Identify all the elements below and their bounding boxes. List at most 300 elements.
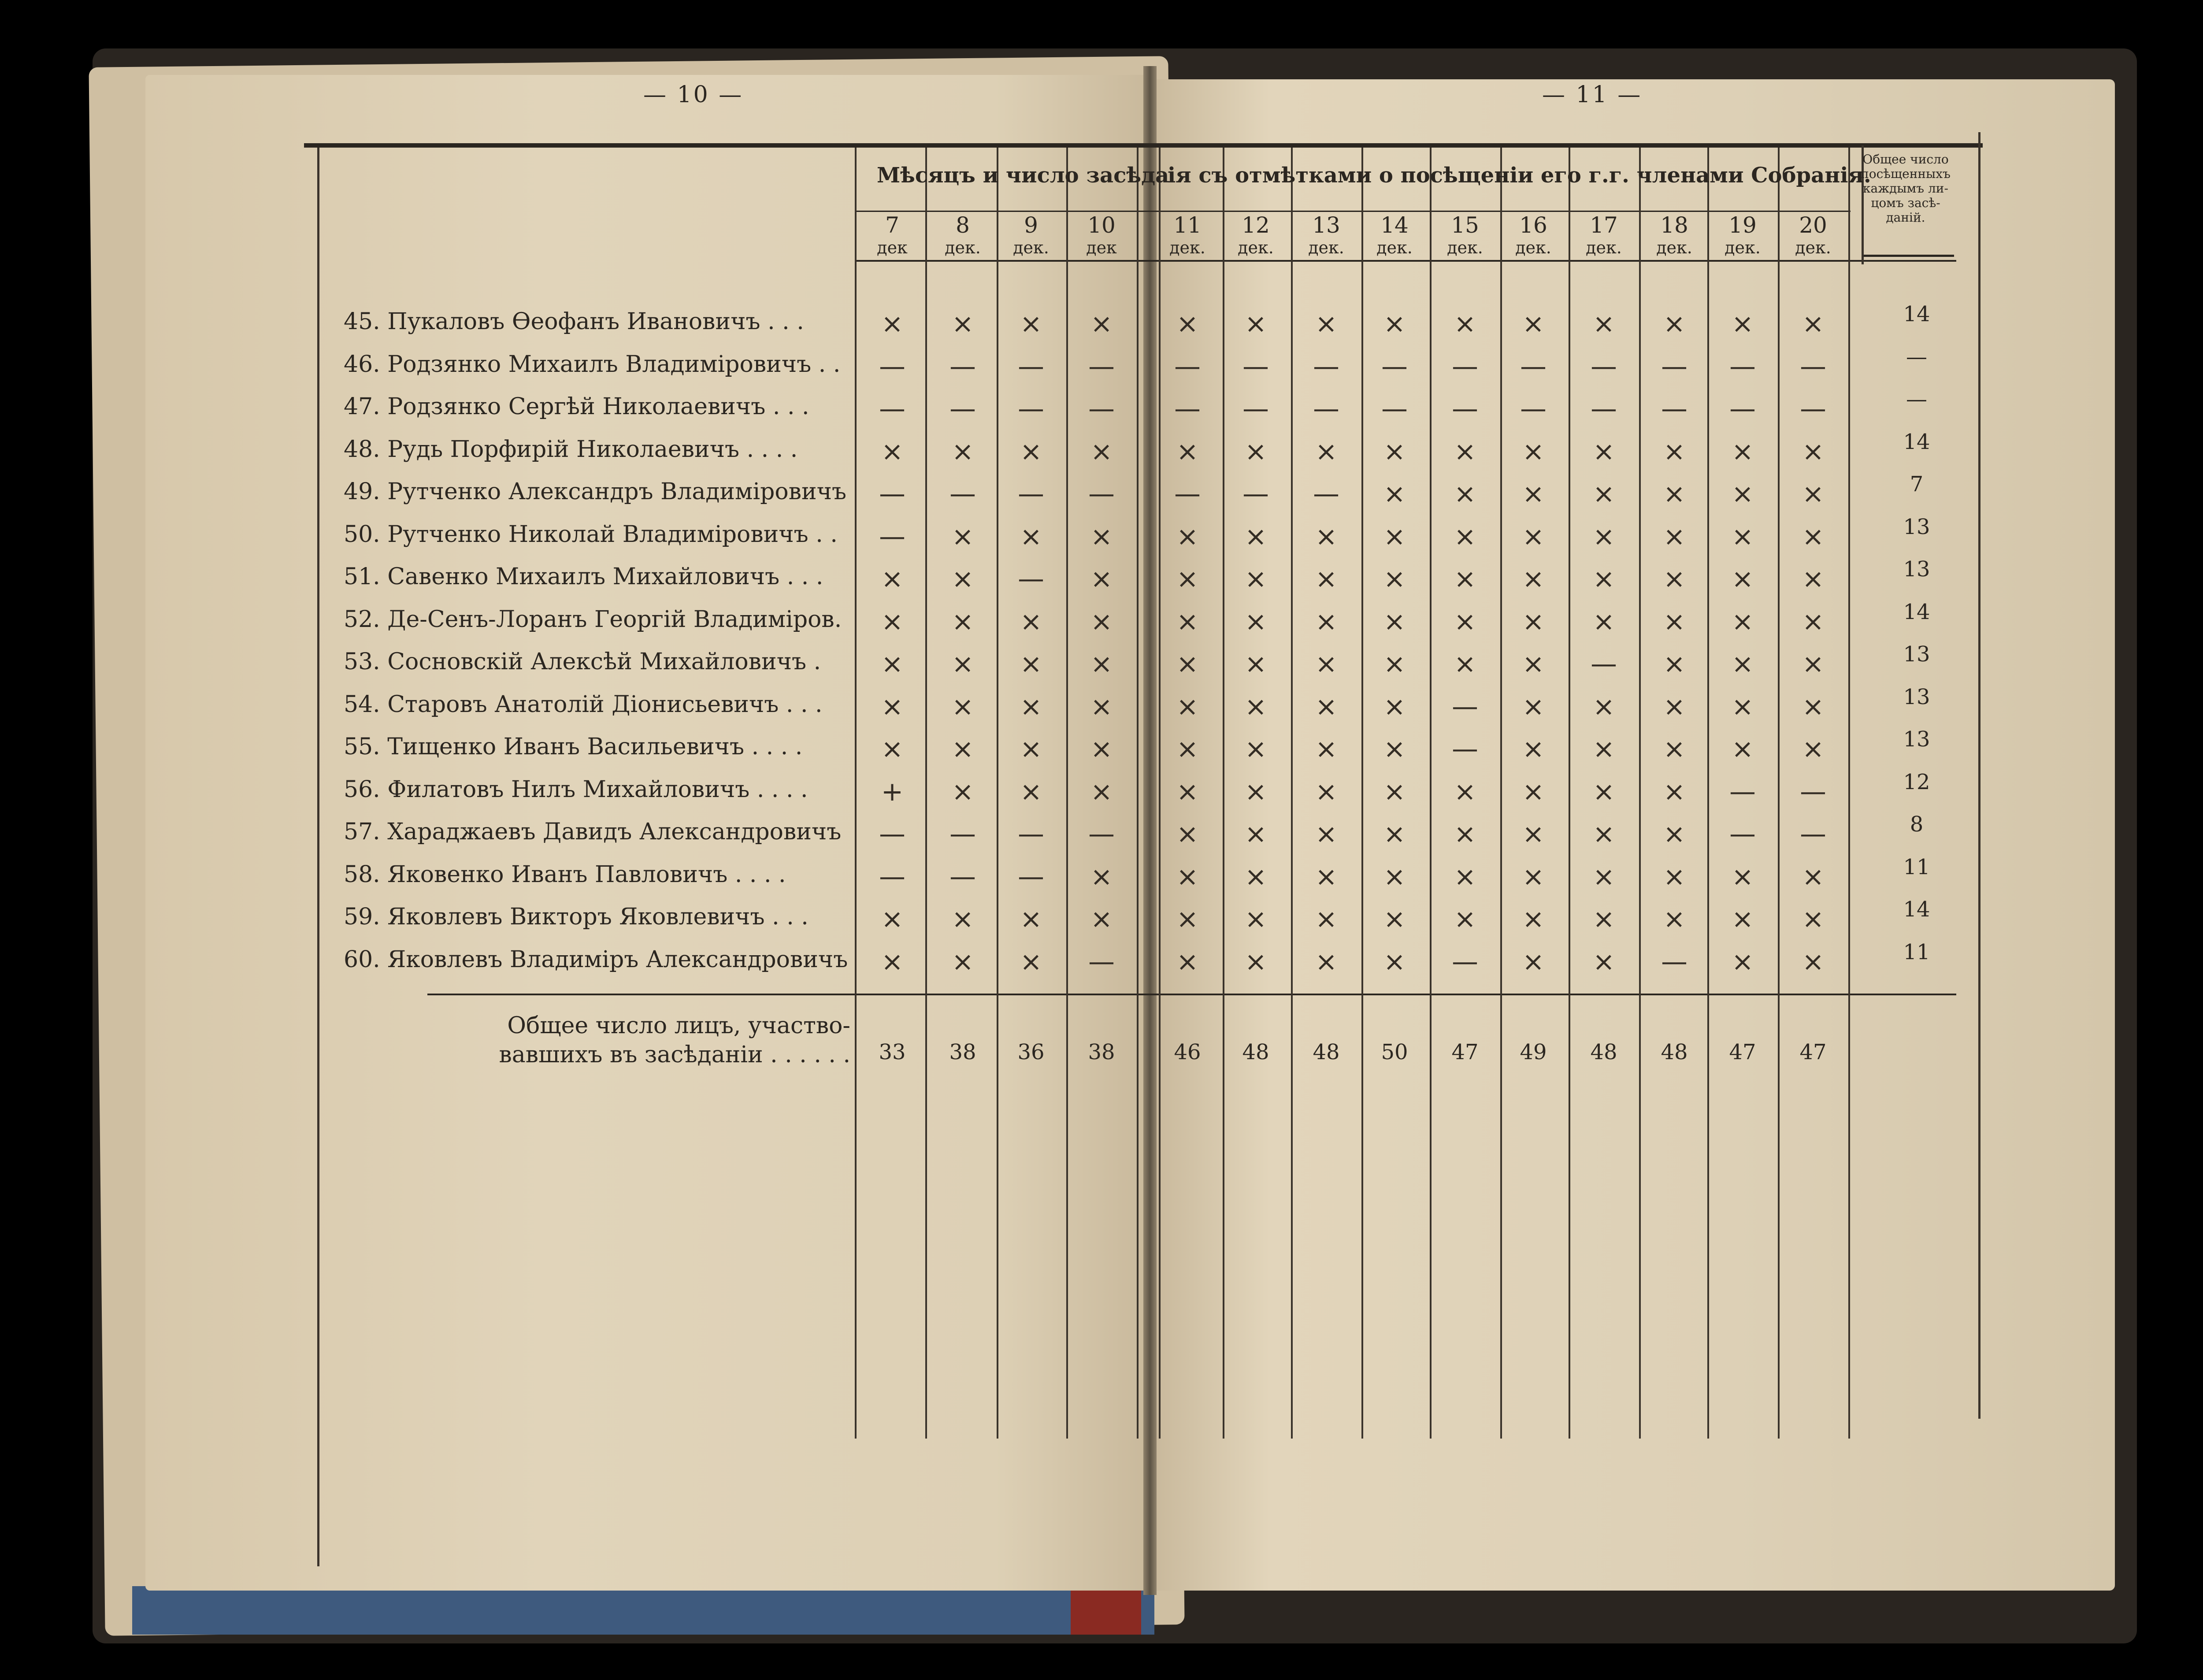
attendance-mark: × bbox=[1592, 776, 1615, 807]
attendance-mark: — bbox=[1381, 351, 1408, 382]
attendance-mark: — bbox=[949, 351, 976, 382]
date-header bbox=[1293, 212, 1359, 257]
member-name: 56. Филатовъ Нилъ Михайловичъ . . . . bbox=[344, 776, 808, 803]
member-name: 54. Старовъ Анатолій Діонисьевичъ . . . bbox=[344, 691, 823, 718]
attendance-mark: × bbox=[1731, 649, 1754, 679]
attendance-mark: × bbox=[1731, 521, 1754, 552]
attendance-mark: — bbox=[1018, 861, 1044, 892]
attendance-mark: × bbox=[1663, 734, 1686, 764]
attendance-mark: × bbox=[951, 649, 974, 679]
attendance-mark: × bbox=[1592, 308, 1615, 339]
member-name: 58. Яковенко Иванъ Павловичъ . . . . bbox=[344, 861, 786, 888]
session-count: 48 bbox=[1590, 1040, 1617, 1064]
session-count: 48 bbox=[1661, 1040, 1688, 1064]
date-month: дек. bbox=[1169, 238, 1205, 257]
member-name: 51. Савенко Михаилъ Михайловичъ . . . bbox=[344, 564, 823, 590]
attendance-mark: — bbox=[1591, 393, 1617, 424]
date-header bbox=[1223, 212, 1289, 257]
attendance-mark: × bbox=[1244, 436, 1267, 467]
attendance-mark: — bbox=[1800, 776, 1826, 807]
attendance-mark: — bbox=[1018, 351, 1044, 382]
session-count: 36 bbox=[1017, 1040, 1045, 1064]
attendance-mark: — bbox=[949, 819, 976, 849]
attendance-mark: — bbox=[1520, 393, 1547, 424]
attendance-mark: × bbox=[1315, 691, 1338, 722]
date-header bbox=[1361, 212, 1428, 257]
attendance-mark: × bbox=[1383, 606, 1406, 637]
attendance-mark: × bbox=[1522, 521, 1545, 552]
attendance-mark: × bbox=[1020, 649, 1042, 679]
date-header bbox=[930, 212, 996, 257]
attendance-mark: × bbox=[1383, 861, 1406, 892]
date-header bbox=[1500, 212, 1566, 257]
attendance-mark: × bbox=[1663, 521, 1686, 552]
attendance-mark: × bbox=[1090, 904, 1113, 935]
attendance-mark: × bbox=[881, 436, 904, 467]
attendance-mark: × bbox=[1731, 478, 1754, 509]
attendance-mark: × bbox=[1020, 436, 1042, 467]
attendance-mark: × bbox=[1176, 776, 1199, 807]
attendance-mark: × bbox=[1315, 436, 1338, 467]
attendance-mark: × bbox=[881, 691, 904, 722]
session-count: 33 bbox=[879, 1040, 906, 1064]
attendance-mark: × bbox=[1731, 946, 1754, 977]
attendance-mark: × bbox=[1176, 606, 1199, 637]
session-count: 47 bbox=[1451, 1040, 1479, 1064]
attendance-mark: × bbox=[1522, 904, 1545, 935]
attendance-mark: × bbox=[1802, 308, 1825, 339]
attendance-mark: × bbox=[1663, 564, 1686, 594]
date-month: дек. bbox=[1515, 238, 1551, 257]
attendance-mark: × bbox=[1454, 436, 1476, 467]
table-border bbox=[317, 148, 319, 1566]
page-number-left: — 10 — bbox=[643, 82, 744, 108]
attendance-mark: × bbox=[1244, 904, 1267, 935]
attendance-mark: × bbox=[951, 691, 974, 722]
attendance-mark: — bbox=[1313, 393, 1339, 424]
attendance-mark: + bbox=[881, 776, 904, 807]
member-total: 13 bbox=[1903, 557, 1930, 582]
attendance-mark: × bbox=[951, 606, 974, 637]
attendance-mark: — bbox=[1313, 351, 1339, 382]
attendance-mark: — bbox=[879, 819, 905, 849]
attendance-mark: — bbox=[1661, 393, 1687, 424]
attendance-mark: — bbox=[1088, 351, 1115, 382]
attendance-mark: × bbox=[1454, 819, 1476, 849]
attendance-mark: — bbox=[1452, 351, 1478, 382]
attendance-mark: — bbox=[1242, 393, 1269, 424]
attendance-mark: × bbox=[1663, 478, 1686, 509]
date-day: 11 bbox=[1173, 212, 1202, 238]
date-day: 19 bbox=[1728, 212, 1757, 238]
attendance-mark: — bbox=[1174, 478, 1201, 509]
attendance-mark: × bbox=[1176, 904, 1199, 935]
member-total: 13 bbox=[1903, 684, 1930, 709]
session-count: 46 bbox=[1174, 1040, 1201, 1064]
attendance-mark: × bbox=[1454, 308, 1476, 339]
attendance-mark: × bbox=[1802, 436, 1825, 467]
attendance-mark: × bbox=[1383, 734, 1406, 764]
date-month: дек. bbox=[1656, 238, 1692, 257]
attendance-mark: × bbox=[1663, 691, 1686, 722]
attendance-mark: × bbox=[1802, 691, 1825, 722]
session-count: 48 bbox=[1313, 1040, 1340, 1064]
attendance-mark: × bbox=[1522, 861, 1545, 892]
column-rule bbox=[1569, 148, 1570, 1439]
attendance-mark: × bbox=[1315, 308, 1338, 339]
months-title-right: ія съ отмѣтками о посѣщеніи его г.г. членами Собранія. bbox=[1168, 163, 1871, 188]
attendance-mark: × bbox=[881, 904, 904, 935]
attendance-mark: × bbox=[1454, 564, 1476, 594]
attendance-mark: × bbox=[1090, 691, 1113, 722]
date-month: дек. bbox=[1238, 238, 1274, 257]
attendance-mark: × bbox=[951, 946, 974, 977]
attendance-mark: — bbox=[1174, 393, 1201, 424]
attendance-mark: × bbox=[881, 606, 904, 637]
date-month: дек. bbox=[1447, 238, 1483, 257]
attendance-mark: × bbox=[1731, 904, 1754, 935]
date-header bbox=[1641, 212, 1707, 257]
date-day: 7 bbox=[885, 212, 899, 238]
attendance-mark: × bbox=[1176, 819, 1199, 849]
attendance-mark: × bbox=[951, 776, 974, 807]
attendance-mark: × bbox=[1020, 606, 1042, 637]
member-total: — bbox=[1906, 344, 1927, 369]
attendance-mark: × bbox=[1244, 649, 1267, 679]
member-total: 14 bbox=[1903, 429, 1930, 454]
attendance-mark: × bbox=[1592, 861, 1615, 892]
date-header bbox=[1780, 212, 1846, 257]
table-border bbox=[1978, 132, 1980, 1419]
date-header bbox=[1432, 212, 1498, 257]
attendance-mark: × bbox=[1383, 521, 1406, 552]
date-month: дек bbox=[1086, 238, 1117, 257]
attendance-mark: × bbox=[1663, 606, 1686, 637]
attendance-mark: × bbox=[1383, 946, 1406, 977]
attendance-mark: × bbox=[881, 308, 904, 339]
attendance-mark: — bbox=[1661, 946, 1687, 977]
attendance-mark: — bbox=[1729, 351, 1756, 382]
attendance-mark: × bbox=[1522, 819, 1545, 849]
date-header bbox=[1710, 212, 1776, 257]
member-total: 8 bbox=[1910, 812, 1924, 837]
member-name: 57. Хараджаевъ Давидъ Александровичъ bbox=[344, 819, 842, 845]
date-month: дек. bbox=[1376, 238, 1413, 257]
attendance-mark: — bbox=[1174, 351, 1201, 382]
member-total: 11 bbox=[1903, 854, 1930, 879]
attendance-mark: × bbox=[1383, 691, 1406, 722]
attendance-mark: — bbox=[1452, 393, 1478, 424]
attendance-mark: × bbox=[1315, 521, 1338, 552]
date-month: дек. bbox=[1586, 238, 1622, 257]
attendance-mark: × bbox=[1020, 904, 1042, 935]
attendance-mark: × bbox=[1522, 564, 1545, 594]
attendance-mark: × bbox=[1592, 521, 1615, 552]
attendance-mark: × bbox=[951, 734, 974, 764]
attendance-mark: × bbox=[1522, 308, 1545, 339]
member-name: 49. Рутченко Александръ Владиміровичъ bbox=[344, 478, 847, 505]
date-month: дек. bbox=[1308, 238, 1344, 257]
attendance-mark: × bbox=[1244, 308, 1267, 339]
attendance-mark: × bbox=[1522, 606, 1545, 637]
column-rule bbox=[1291, 148, 1293, 1439]
attendance-mark: — bbox=[1591, 351, 1617, 382]
date-day: 20 bbox=[1799, 212, 1827, 238]
attendance-mark: × bbox=[1454, 478, 1476, 509]
attendance-mark: × bbox=[1315, 734, 1338, 764]
date-day: 10 bbox=[1087, 212, 1116, 238]
attendance-mark: × bbox=[1315, 606, 1338, 637]
attendance-mark: × bbox=[1383, 436, 1406, 467]
date-day: 18 bbox=[1660, 212, 1688, 238]
attendance-mark: × bbox=[1244, 946, 1267, 977]
attendance-mark: × bbox=[1090, 606, 1113, 637]
column-rule bbox=[1639, 148, 1641, 1439]
attendance-mark: — bbox=[1088, 478, 1115, 509]
attendance-mark: — bbox=[1088, 819, 1115, 849]
date-month: дек. bbox=[1013, 238, 1049, 257]
total-column-header: Общее число посѣщенныхъ каждымъ ли- цомъ засѣ- даній. bbox=[1861, 152, 1951, 225]
book-cover-edge bbox=[132, 1586, 1154, 1635]
date-month: дек. bbox=[1725, 238, 1761, 257]
attendance-mark: × bbox=[1592, 904, 1615, 935]
member-total: 12 bbox=[1903, 769, 1930, 794]
date-month: дек. bbox=[1795, 238, 1831, 257]
months-title-left: Мѣсяцъ и число засѣда bbox=[877, 163, 1169, 188]
attendance-mark: × bbox=[1383, 308, 1406, 339]
attendance-mark: — bbox=[1729, 819, 1756, 849]
attendance-mark: × bbox=[1454, 904, 1476, 935]
attendance-mark: × bbox=[1592, 734, 1615, 764]
attendance-mark: × bbox=[1454, 606, 1476, 637]
member-name: 52. Де-Сенъ-Лоранъ Георгій Владиміров. bbox=[344, 606, 842, 633]
attendance-mark: × bbox=[1802, 606, 1825, 637]
attendance-mark: × bbox=[1731, 861, 1754, 892]
session-count: 47 bbox=[1729, 1040, 1756, 1064]
column-rule bbox=[1066, 148, 1068, 1439]
attendance-mark: × bbox=[1731, 436, 1754, 467]
session-count: 50 bbox=[1381, 1040, 1408, 1064]
attendance-mark: × bbox=[1663, 904, 1686, 935]
date-day: 17 bbox=[1590, 212, 1618, 238]
attendance-mark: × bbox=[951, 564, 974, 594]
totals-rule bbox=[427, 994, 1956, 995]
attendance-mark: — bbox=[1452, 946, 1478, 977]
attendance-mark: — bbox=[1800, 819, 1826, 849]
attendance-mark: — bbox=[1018, 564, 1044, 594]
attendance-mark: × bbox=[1244, 734, 1267, 764]
attendance-mark: — bbox=[879, 351, 905, 382]
attendance-mark: × bbox=[1383, 564, 1406, 594]
attendance-mark: — bbox=[1018, 478, 1044, 509]
attendance-mark: × bbox=[1244, 691, 1267, 722]
attendance-mark: × bbox=[1315, 861, 1338, 892]
attendance-mark: — bbox=[1242, 478, 1269, 509]
column-rule bbox=[855, 148, 857, 1439]
attendance-mark: — bbox=[1591, 649, 1617, 679]
attendance-mark: × bbox=[1244, 861, 1267, 892]
attendance-mark: — bbox=[949, 478, 976, 509]
date-header bbox=[998, 212, 1064, 257]
attendance-mark: × bbox=[1522, 436, 1545, 467]
attendance-mark: — bbox=[1729, 393, 1756, 424]
attendance-mark: × bbox=[1244, 564, 1267, 594]
attendance-mark: — bbox=[879, 521, 905, 552]
attendance-mark: × bbox=[1731, 564, 1754, 594]
member-total: 13 bbox=[1903, 727, 1930, 752]
attendance-mark: × bbox=[1315, 649, 1338, 679]
attendance-mark: — bbox=[1661, 351, 1687, 382]
attendance-mark: × bbox=[1244, 521, 1267, 552]
attendance-mark: × bbox=[1315, 819, 1338, 849]
attendance-mark: × bbox=[1454, 649, 1476, 679]
attendance-mark: × bbox=[1522, 478, 1545, 509]
attendance-mark: × bbox=[1176, 946, 1199, 977]
attendance-mark: — bbox=[1800, 351, 1826, 382]
session-count: 49 bbox=[1520, 1040, 1547, 1064]
attendance-mark: × bbox=[1592, 946, 1615, 977]
attendance-mark: × bbox=[1020, 521, 1042, 552]
attendance-mark: — bbox=[1242, 351, 1269, 382]
date-month: дек bbox=[877, 238, 908, 257]
attendance-mark: × bbox=[1244, 606, 1267, 637]
attendance-mark: × bbox=[1090, 564, 1113, 594]
attendance-mark: × bbox=[1522, 946, 1545, 977]
attendance-mark: × bbox=[1315, 904, 1338, 935]
attendance-mark: × bbox=[1592, 436, 1615, 467]
attendance-mark: × bbox=[1383, 904, 1406, 935]
attendance-mark: × bbox=[1522, 649, 1545, 679]
attendance-mark: × bbox=[951, 521, 974, 552]
attendance-mark: × bbox=[1244, 776, 1267, 807]
attendance-mark: × bbox=[1090, 308, 1113, 339]
attendance-mark: × bbox=[1020, 946, 1042, 977]
attendance-mark: × bbox=[1592, 564, 1615, 594]
attendance-mark: × bbox=[1731, 308, 1754, 339]
attendance-mark: × bbox=[1802, 946, 1825, 977]
date-header bbox=[859, 212, 925, 257]
attendance-mark: × bbox=[1802, 649, 1825, 679]
attendance-mark: — bbox=[1800, 393, 1826, 424]
date-day: 9 bbox=[1024, 212, 1038, 238]
date-header bbox=[1068, 212, 1135, 257]
member-total: 13 bbox=[1903, 514, 1930, 539]
attendance-mark: — bbox=[1018, 393, 1044, 424]
attendance-mark: × bbox=[1176, 649, 1199, 679]
date-month: дек. bbox=[945, 238, 981, 257]
attendance-mark: — bbox=[1729, 776, 1756, 807]
attendance-mark: × bbox=[1176, 861, 1199, 892]
attendance-mark: — bbox=[1088, 946, 1115, 977]
attendance-mark: — bbox=[1452, 691, 1478, 722]
column-rule bbox=[1707, 148, 1709, 1439]
attendance-mark: × bbox=[1663, 861, 1686, 892]
attendance-mark: × bbox=[951, 308, 974, 339]
attendance-mark: — bbox=[1381, 393, 1408, 424]
member-name: 53. Сосновскій Алексѣй Михайловичъ . bbox=[344, 649, 821, 675]
attendance-mark: × bbox=[1383, 478, 1406, 509]
attendance-mark: × bbox=[1090, 649, 1113, 679]
date-day: 8 bbox=[956, 212, 970, 238]
attendance-mark: × bbox=[1802, 478, 1825, 509]
attendance-mark: × bbox=[1663, 436, 1686, 467]
member-total: 14 bbox=[1903, 897, 1930, 922]
member-name: 50. Рутченко Николай Владиміровичъ . . bbox=[344, 521, 838, 548]
attendance-mark: — bbox=[1520, 351, 1547, 382]
attendance-mark: × bbox=[1592, 819, 1615, 849]
attendance-mark: × bbox=[1731, 691, 1754, 722]
column-rule bbox=[1778, 148, 1780, 1439]
attendance-mark: × bbox=[1802, 734, 1825, 764]
column-rule bbox=[925, 148, 927, 1439]
date-day: 14 bbox=[1380, 212, 1409, 238]
attendance-mark: × bbox=[1731, 606, 1754, 637]
attendance-mark: × bbox=[1802, 564, 1825, 594]
member-total: 11 bbox=[1903, 939, 1930, 964]
attendance-mark: × bbox=[1522, 776, 1545, 807]
attendance-mark: × bbox=[1802, 861, 1825, 892]
member-name: 45. Пукаловъ Ѳеофанъ Ивановичъ . . . bbox=[344, 308, 804, 335]
date-day: 16 bbox=[1519, 212, 1547, 238]
member-total: — bbox=[1906, 387, 1927, 412]
member-total: 13 bbox=[1903, 642, 1930, 667]
attendance-mark: × bbox=[1020, 734, 1042, 764]
session-count: 38 bbox=[1088, 1040, 1115, 1064]
attendance-mark: × bbox=[1176, 436, 1199, 467]
date-day: 13 bbox=[1312, 212, 1340, 238]
attendance-mark: × bbox=[1663, 776, 1686, 807]
attendance-mark: × bbox=[1020, 308, 1042, 339]
member-total: 7 bbox=[1910, 472, 1924, 497]
member-name: 59. Яковлевъ Викторъ Яковлевичъ . . . bbox=[344, 904, 809, 930]
member-name: 60. Яковлевъ Владиміръ Александровичъ bbox=[344, 946, 848, 973]
attendance-mark: × bbox=[1592, 606, 1615, 637]
attendance-mark: — bbox=[1088, 393, 1115, 424]
attendance-mark: × bbox=[881, 564, 904, 594]
attendance-mark: × bbox=[1315, 564, 1338, 594]
attendance-mark: × bbox=[1802, 904, 1825, 935]
attendance-mark: × bbox=[1522, 734, 1545, 764]
attendance-mark: × bbox=[1592, 691, 1615, 722]
column-rule bbox=[1848, 148, 1850, 1439]
member-name: 47. Родзянко Сергѣй Николаевичъ . . . bbox=[344, 393, 809, 420]
column-rule bbox=[1137, 148, 1139, 1439]
member-name: 55. Тищенко Иванъ Васильевичъ . . . . bbox=[344, 734, 803, 760]
attendance-mark: × bbox=[1315, 946, 1338, 977]
attendance-mark: — bbox=[879, 478, 905, 509]
attendance-mark: × bbox=[1383, 649, 1406, 679]
page-number-right: — 11 — bbox=[1542, 82, 1643, 108]
member-name: 48. Рудь Порфирій Николаевичъ . . . . bbox=[344, 436, 798, 463]
attendance-mark: × bbox=[951, 436, 974, 467]
attendance-mark: × bbox=[1176, 564, 1199, 594]
attendance-mark: × bbox=[1090, 861, 1113, 892]
member-total: 14 bbox=[1903, 302, 1930, 326]
attendance-mark: × bbox=[1454, 776, 1476, 807]
session-count: 47 bbox=[1799, 1040, 1827, 1064]
footer-label bbox=[344, 1011, 850, 1069]
attendance-mark: × bbox=[1176, 691, 1199, 722]
member-name: 46. Родзянко Михаилъ Владиміровичъ . . bbox=[344, 351, 841, 378]
attendance-mark: × bbox=[1090, 734, 1113, 764]
attendance-mark: × bbox=[1383, 776, 1406, 807]
attendance-mark: × bbox=[1522, 691, 1545, 722]
attendance-mark: × bbox=[1176, 308, 1199, 339]
footer-label-line2: вавшихъ въ засѣданіи . . . . . . bbox=[499, 1042, 850, 1068]
attendance-mark: — bbox=[879, 861, 905, 892]
attendance-mark: × bbox=[881, 649, 904, 679]
attendance-mark: × bbox=[881, 734, 904, 764]
